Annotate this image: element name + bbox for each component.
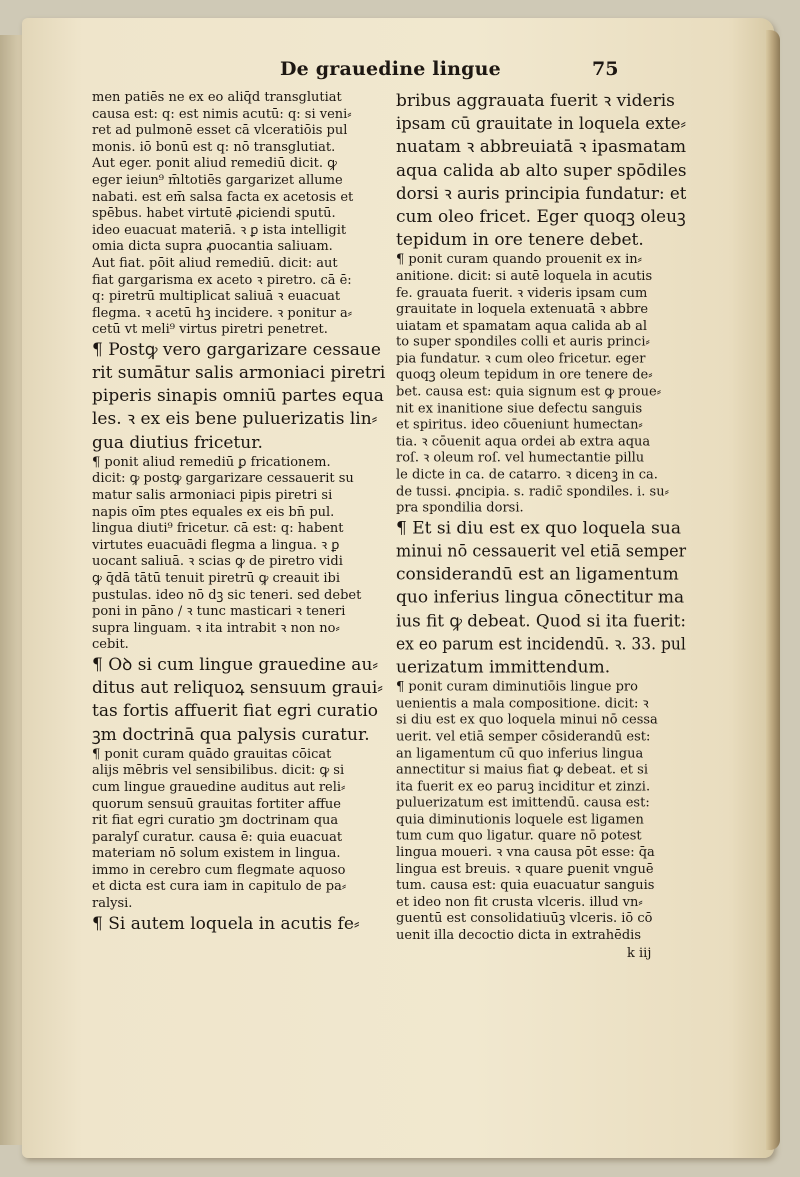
text-line: gua diutius fricetur. bbox=[92, 432, 263, 453]
text-line: flegma. ꝛ acetū hꝫ incidere. ꝛ ponitur a⸗ bbox=[92, 305, 353, 321]
text-line: matur salis armoniaci pipis piretri si bbox=[92, 488, 333, 504]
text-line: puluerizatum est imittendū. causa est: bbox=[396, 795, 650, 811]
text-line: roſ. ꝛ oleum roſ. vel humectantie pillu bbox=[396, 451, 645, 467]
text-line: ¶ Oꝺ si cum lingue grauedine au⸗ bbox=[92, 654, 379, 675]
text-line: napis oīm ptes equales ex eis bn̄ pul. bbox=[92, 504, 335, 520]
text-line: ꝫm doctrinā qua palysis curatur. bbox=[92, 724, 370, 745]
page-fore-edge bbox=[766, 30, 780, 1150]
text-line: quoqꝫ oleum tepidum in ore tenere de⸗ bbox=[396, 368, 653, 384]
text-line: uenientis a mala compositione. dicit: ꝛ bbox=[396, 696, 649, 712]
text-line: tepidum in ore tenere debet. bbox=[396, 229, 644, 250]
text-line: le dicte in ca. de catarro. ꝛ dicenꝫ in ca. bbox=[396, 467, 658, 483]
text-line: si diu est ex quo loquela minui nō cessa bbox=[396, 712, 658, 728]
text-line: an ligamentum cū quo inferius lingua bbox=[396, 745, 644, 761]
text-line: considerandū est an ligamentum bbox=[396, 564, 679, 585]
text-line: uenit illa decoctio dicta in extrahēdis bbox=[396, 928, 642, 944]
left-text-column bbox=[92, 90, 392, 936]
text-line: spēbus. habet virtutē ꝓiciendi sputū. bbox=[92, 206, 336, 222]
text-line: cum oleo fricet. Eger quoqꝫ oleuꝫ bbox=[396, 206, 686, 227]
text-line: ditus aut reliquoꝝ sensuum graui⸗ bbox=[92, 678, 383, 699]
text-line: grauitate in loquela extenuatā ꝛ abbre bbox=[396, 301, 649, 317]
text-line: supra linguam. ꝛ ita intrabit ꝛ non no⸗ bbox=[92, 620, 340, 636]
text-line: ita fuerit ex eo paruꝫ inciditur et zinzi. bbox=[396, 778, 651, 794]
text-line: bribus aggrauata fuerit ꝛ videris bbox=[396, 90, 675, 111]
text-line: lingua moueri. ꝛ vna causa pōt esse: q̄a bbox=[396, 845, 655, 861]
text-line: ¶ ponit curam quando prouenit ex in⸗ bbox=[396, 252, 642, 268]
text-line: et spiritus. ideo cōueniunt humectan⸗ bbox=[396, 417, 643, 433]
text-line: Aut eger. ponit aliud remediū dicit. ꝙ bbox=[92, 156, 337, 172]
text-line: eger ieiun⁹ m̄ltotiēs gargarizet allume bbox=[92, 172, 343, 188]
text-line: nuatam ꝛ abbreuiatā ꝛ ipasmatam bbox=[396, 137, 687, 158]
text-line: fe. grauata fuerit. ꝛ videris ipsam cum bbox=[396, 285, 648, 301]
text-line: les. ꝛ ex eis bene puluerizatis lin⸗ bbox=[92, 409, 378, 430]
right-text-column bbox=[396, 90, 686, 945]
text-line: ex eo parum est incidendū. ꝛ. 33. pul bbox=[396, 634, 686, 655]
text-line: tia. ꝛ cōuenit aqua ordei ab extra aqua bbox=[396, 434, 651, 450]
text-line: poni in pāno / ꝛ tunc masticari ꝛ teneri bbox=[92, 604, 346, 620]
text-line: et dicta est cura iam in capitulo de pa⸗ bbox=[92, 879, 347, 895]
text-line: ꝙ q̄dā tātū tenuit piretrū ꝙ creauit ibi bbox=[92, 571, 340, 586]
text-line: q: piretrū multiplicat saliuā ꝛ euacuat bbox=[92, 289, 341, 305]
text-line: to super spondiles colli et auris princi⸗ bbox=[396, 335, 650, 351]
text-line: quo inferius lingua cōnectitur ma bbox=[396, 587, 685, 608]
text-line: alijs mēbris vel sensibilibus. dicit: ꝙ si bbox=[92, 763, 345, 779]
text-line: virtutes euacuādi flegma a lingua. ꝛ ꝑ bbox=[92, 537, 340, 553]
text-line: cetū vt meli⁹ virtus piretri penetret. bbox=[92, 322, 328, 338]
text-line: quia diminutionis loquele est ligamen bbox=[396, 812, 644, 828]
text-line: ius fit ꝙ debeat. Quod si ita fuerit: bbox=[396, 611, 686, 632]
text-line: tas fortis affuerit fiat egri curatio bbox=[92, 701, 379, 722]
text-line: ¶ ponit curam quādo grauitas cōicat bbox=[92, 746, 332, 762]
text-line: pia fundatur. ꝛ cum oleo fricetur. eger bbox=[396, 351, 646, 367]
text-line: uiatam et spamatam aqua calida ab al bbox=[396, 318, 648, 334]
text-line: quorum sensuū grauitas fortiter affue bbox=[92, 796, 341, 812]
text-line: men patiēs ne ex eo aliq̄d transglutiat bbox=[92, 90, 342, 105]
text-line: cebit. bbox=[92, 637, 129, 653]
text-line: rit fiat egri curatio ꝫm doctrinam qua bbox=[92, 813, 339, 829]
text-line: monis. iō bonū est q: nō transglutiat. bbox=[92, 139, 336, 155]
text-line: uocant saliuā. ꝛ scias ꝙ de piretro vidi bbox=[92, 554, 343, 570]
page-header bbox=[270, 58, 630, 86]
text-line: causa est: q: est nimis acutū: q: si veni⸗ bbox=[92, 106, 352, 122]
text-line: paralyſ curatur. causa ē: quia euacuat bbox=[92, 829, 343, 845]
text-line: ¶ Postꝙ vero gargarizare cessaue bbox=[92, 339, 381, 360]
text-line: dicit: ꝙ postꝙ gargarizare cessauerit su bbox=[92, 471, 354, 487]
running-title: De grauedine lingue bbox=[280, 58, 501, 80]
text-line: fiat gargarisma ex aceto ꝛ piretro. cā ē: bbox=[92, 272, 352, 288]
text-line: aqua calida ab alto super spōdiles bbox=[396, 160, 687, 181]
text-line: materiam nō solum existem in lingua. bbox=[92, 846, 341, 862]
text-line: ralysi. bbox=[92, 896, 133, 912]
text-line: nit ex inanitione siue defectu sanguis bbox=[396, 401, 643, 417]
text-line: tum. causa est: quia euacuatur sanguis bbox=[396, 878, 655, 894]
text-line: bet. causa est: quia signum est ꝙ proue⸗ bbox=[396, 384, 662, 400]
text-line: anitione. dicit: si autē loquela in acutis bbox=[396, 268, 653, 284]
text-line: annectitur si maius fiat ꝙ debeat. et si bbox=[396, 762, 648, 778]
text-line: ipsam cū grauitate in loquela exte⸗ bbox=[396, 114, 687, 135]
text-line: lingua diuti⁹ fricetur. cā est: q: habent bbox=[92, 521, 344, 537]
text-line: immo in cerebro cum flegmate aquoso bbox=[92, 862, 346, 878]
text-line: omia dicta supra ꝓuocantia saliuam. bbox=[92, 239, 333, 255]
text-line: pra spondilia dorsi. bbox=[396, 500, 524, 516]
text-line: nabati. est em̄ salsa facta ex acetosis et bbox=[92, 189, 354, 205]
text-line: ideo euacuat materiā. ꝛ ꝑ ista intelligit bbox=[92, 222, 347, 238]
text-line: ¶ Et si diu est ex quo loquela sua bbox=[396, 518, 681, 539]
text-line: lingua est breuis. ꝛ quare ꝑuenit vnguē bbox=[396, 861, 654, 877]
folio-number: 75 bbox=[592, 58, 619, 80]
text-line: dorsi ꝛ auris principia fundatur: et bbox=[396, 183, 687, 204]
text-line: ret ad pulmonē esset cā vlceratiōis pul bbox=[92, 123, 348, 139]
text-line: pustulas. ideo nō dꝫ sic teneri. sed debet bbox=[92, 587, 362, 603]
text-line: de tussi. ꝓncipia. s. radic̄ spondiles. i. su⸗ bbox=[396, 484, 669, 500]
text-line: tum cum quo ligatur. quare nō potest bbox=[396, 828, 642, 844]
text-line: uerit. vel etiā semper cōsiderandū est: bbox=[396, 729, 651, 745]
text-line: Aut fiat. pōit aliud remediū. dicit: aut bbox=[92, 255, 338, 271]
text-line: uerizatum immittendum. bbox=[396, 657, 611, 678]
text-line: et ideo non fit crusta vlceris. illud vn⸗ bbox=[396, 895, 643, 911]
text-line: piperis sinapis omniū partes equa bbox=[92, 386, 384, 407]
text-line: rit sumātur salis armoniaci piretri bbox=[92, 363, 386, 384]
text-line: guentū est consolidatiuūꝫ vlceris. iō cō bbox=[396, 911, 653, 927]
text-line: ¶ ponit curam diminutiōis lingue pro bbox=[396, 679, 638, 695]
text-line: ¶ ponit aliud remediū ꝑ fricationem. bbox=[92, 454, 331, 470]
text-line: minui nō cessauerit vel etiā semper bbox=[396, 541, 687, 562]
signature-mark: k iij bbox=[627, 946, 652, 961]
text-line: cum lingue grauedine auditus aut reli⸗ bbox=[92, 779, 346, 795]
text-line: ¶ Si autem loquela in acutis fe⸗ bbox=[92, 913, 360, 934]
